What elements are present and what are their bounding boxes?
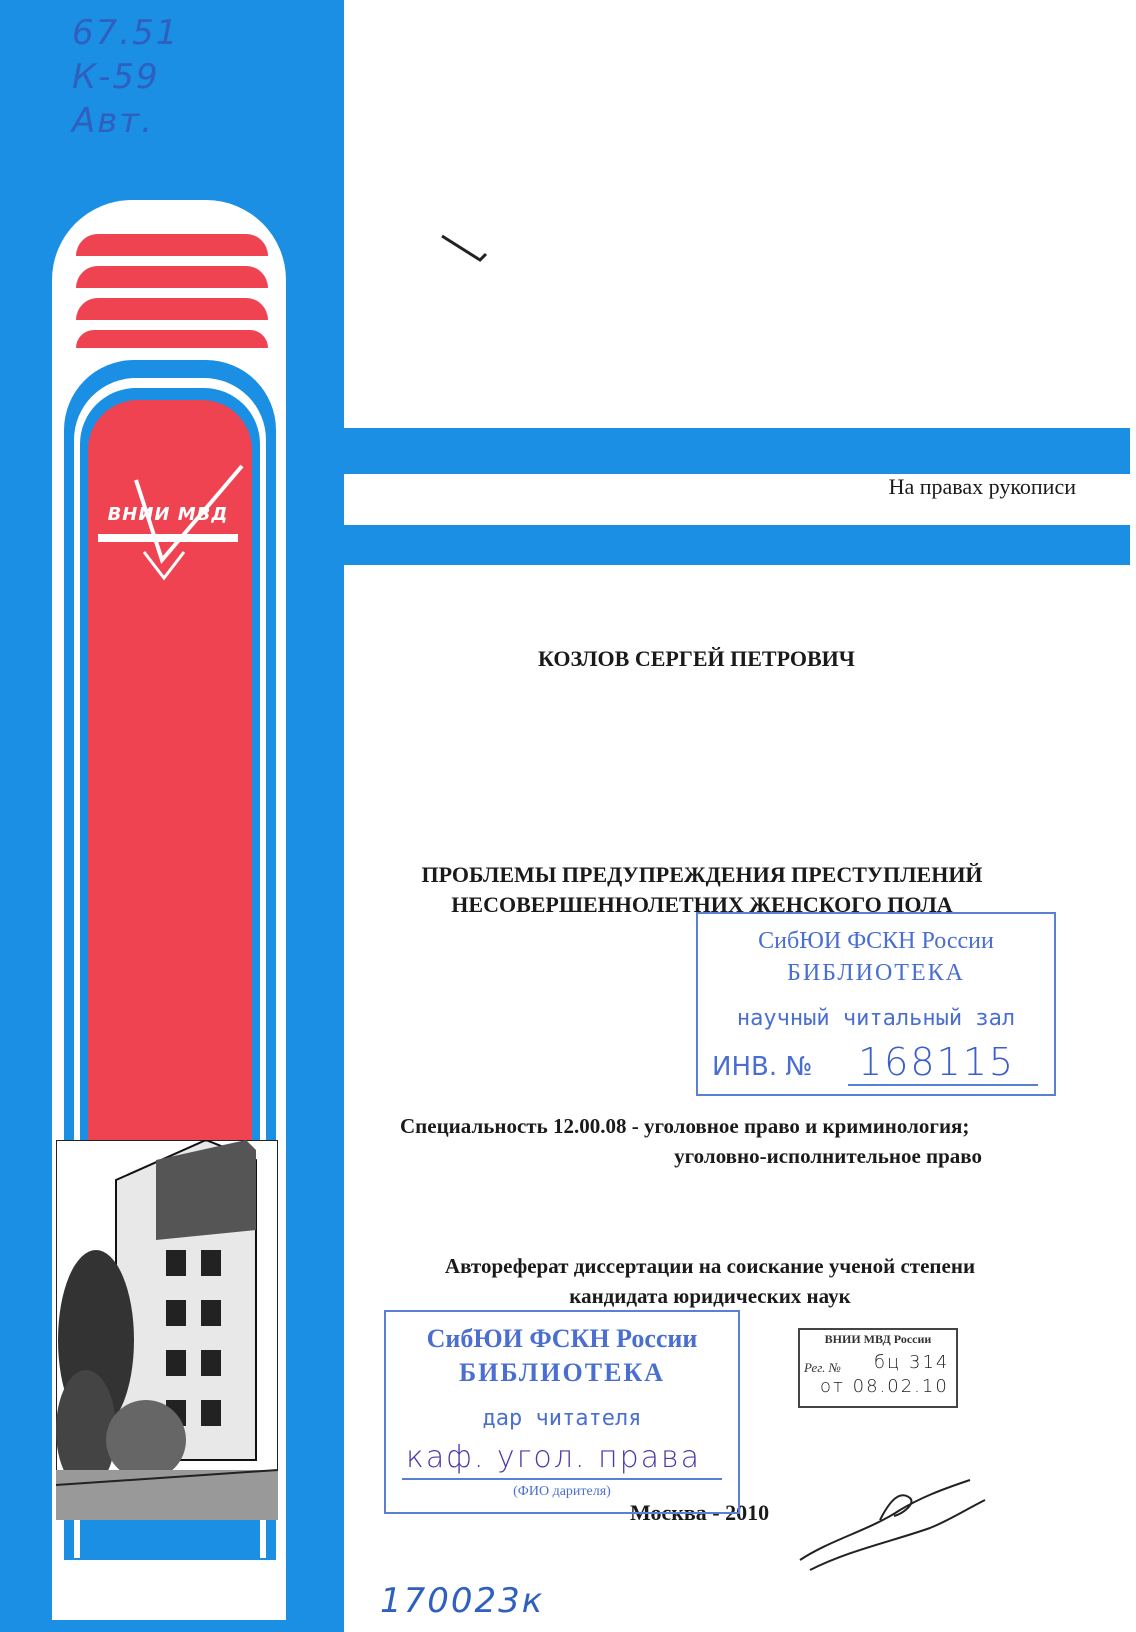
city-year: Москва - 2010 [630, 1500, 770, 1525]
cover-band-bottom [344, 525, 1130, 565]
stamp-donation-line2: БИБЛИОТЕКА [458, 1358, 666, 1387]
logo-text: ВНИИ МВД [107, 504, 229, 525]
stamp-registration-label: Рег. № [804, 1360, 841, 1375]
stamp-reading-line2: БИБЛИОТЕКА [787, 960, 965, 986]
title-line-1: ПРОБЛЕМЫ ПРЕДУПРЕЖДЕНИЯ ПРЕСТУПЛЕНИЙ [421, 862, 983, 887]
donation-stamp [384, 1310, 740, 1514]
registration-stamp [798, 1328, 958, 1408]
pen-stroke-icon [440, 232, 500, 272]
building-illustration-icon [56, 1140, 278, 1520]
red-stripe-4 [76, 330, 268, 348]
vnii-mvd-logo [92, 460, 252, 590]
cover-band-top [344, 428, 1130, 474]
specialty-line-1: Специальность 12.00.08 - уголовное право и криминология; [400, 1114, 970, 1138]
reading-room-stamp [696, 912, 1056, 1096]
abstract-line-1: Автореферат диссертации на соискание ученой степени [444, 1254, 976, 1278]
manuscript-note: На правах рукописи [888, 474, 1076, 499]
author-name: КОЗЛОВ СЕРГЕЙ ПЕТРОВИЧ [538, 646, 855, 671]
stamp-inv-label: ИНВ. № [712, 1052, 813, 1082]
handwritten-donor-name: каф. угол. права [406, 1440, 701, 1475]
stamp-donation-line1: СибЮИ ФСКН России [426, 1324, 698, 1353]
handwritten-bottom-code: 170023к [380, 1581, 545, 1621]
stamp-donation-caption: (ФИО дарителя) [513, 1484, 611, 1499]
stamp-registration-header: ВНИИ МВД России [824, 1332, 932, 1346]
handwritten-code-line2: К-59 [72, 57, 160, 97]
stamp-donation-line3: дар читателя [482, 1406, 642, 1431]
pen-mark [440, 232, 500, 277]
handwritten-reg-number: бц 314 [874, 1352, 950, 1373]
donor-underline [402, 1478, 722, 1480]
signature [790, 1470, 990, 1585]
red-stripe-3 [76, 298, 268, 320]
handwritten-code-line1: 67.51 [72, 13, 180, 53]
specialty-line-2: уголовно-исполнительное право [674, 1144, 982, 1168]
abstract-line-2: кандидата юридических наук [569, 1284, 851, 1308]
stamp-reading-line1: СибЮИ ФСКН России [758, 928, 994, 954]
handwritten-code-line3: Авт. [72, 101, 154, 141]
logo-check-mark-icon [92, 460, 252, 590]
title-line-2: НЕСОВЕРШЕННОЛЕТНИХ ЖЕНСКОГО ПОЛА [451, 892, 953, 917]
stamp-reading-line3: научный читальный зал [736, 1006, 1016, 1031]
inventory-underline [848, 1084, 1038, 1086]
signature-scribble-icon [790, 1470, 990, 1580]
red-stripe-1 [76, 234, 268, 256]
handwritten-inventory-number: 168115 [858, 1040, 1016, 1084]
red-stripe-2 [76, 266, 268, 288]
handwritten-reg-date: от 08.02.10 [820, 1376, 949, 1397]
building-photo [56, 1140, 278, 1520]
